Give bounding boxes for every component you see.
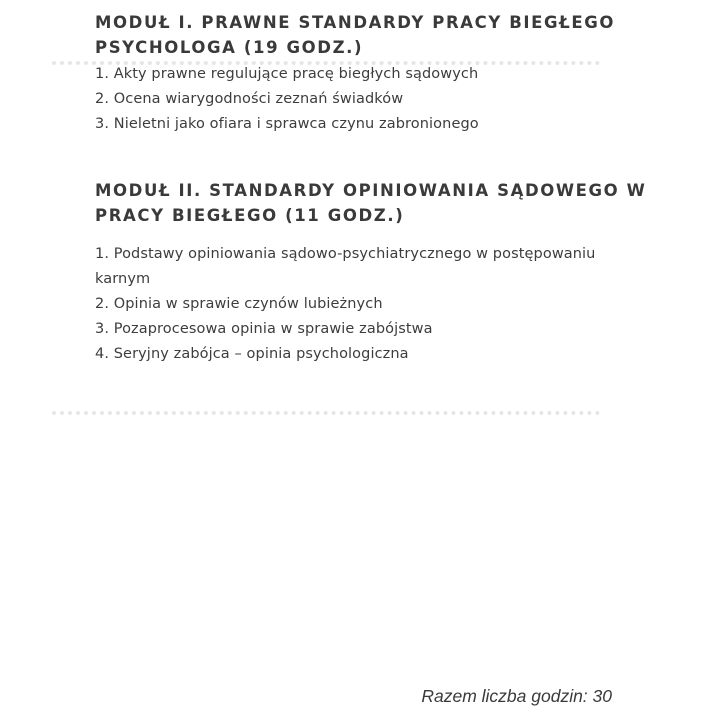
list-item: 3. Pozaprocesowa opinia w sprawie zabójstwa <box>95 321 433 337</box>
list-item: 1. Akty prawne regulujące pracę biegłych sądowych <box>95 66 479 82</box>
module-1-topics <box>95 62 655 137</box>
list-item: 4. Seryjny zabójca – opinia psychologiczna <box>95 346 409 362</box>
module-1-topic-list <box>95 62 655 137</box>
module-2 <box>95 178 655 367</box>
module-1 <box>95 10 655 60</box>
list-item: 3. Nieletni jako ofiara i sprawca czynu zabronionego <box>95 116 479 132</box>
list-item: 2. Opinia w sprawie czynów lubieżnych <box>95 296 383 312</box>
module-2-topic-list <box>95 242 655 367</box>
module-2-title: MODUŁ II. STANDARDY OPINIOWANIA SĄDOWEGO W PRACY BIEGŁEGO (11 GODZ.) <box>95 181 647 225</box>
module-1-title: MODUŁ I. PRAWNE STANDARDY PRACY BIEGŁEGO PSYCHOLOGA (19 GODZ.) <box>95 13 616 57</box>
list-item: 1. Podstawy opiniowania sądowo-psychiatrycznego w postępowaniu karnym <box>95 246 596 287</box>
list-item: 2. Ocena wiarygodności zeznań świadków <box>95 91 404 107</box>
divider-bottom <box>52 411 600 415</box>
total-hours: Razem liczba godzin: 30 <box>421 686 612 706</box>
